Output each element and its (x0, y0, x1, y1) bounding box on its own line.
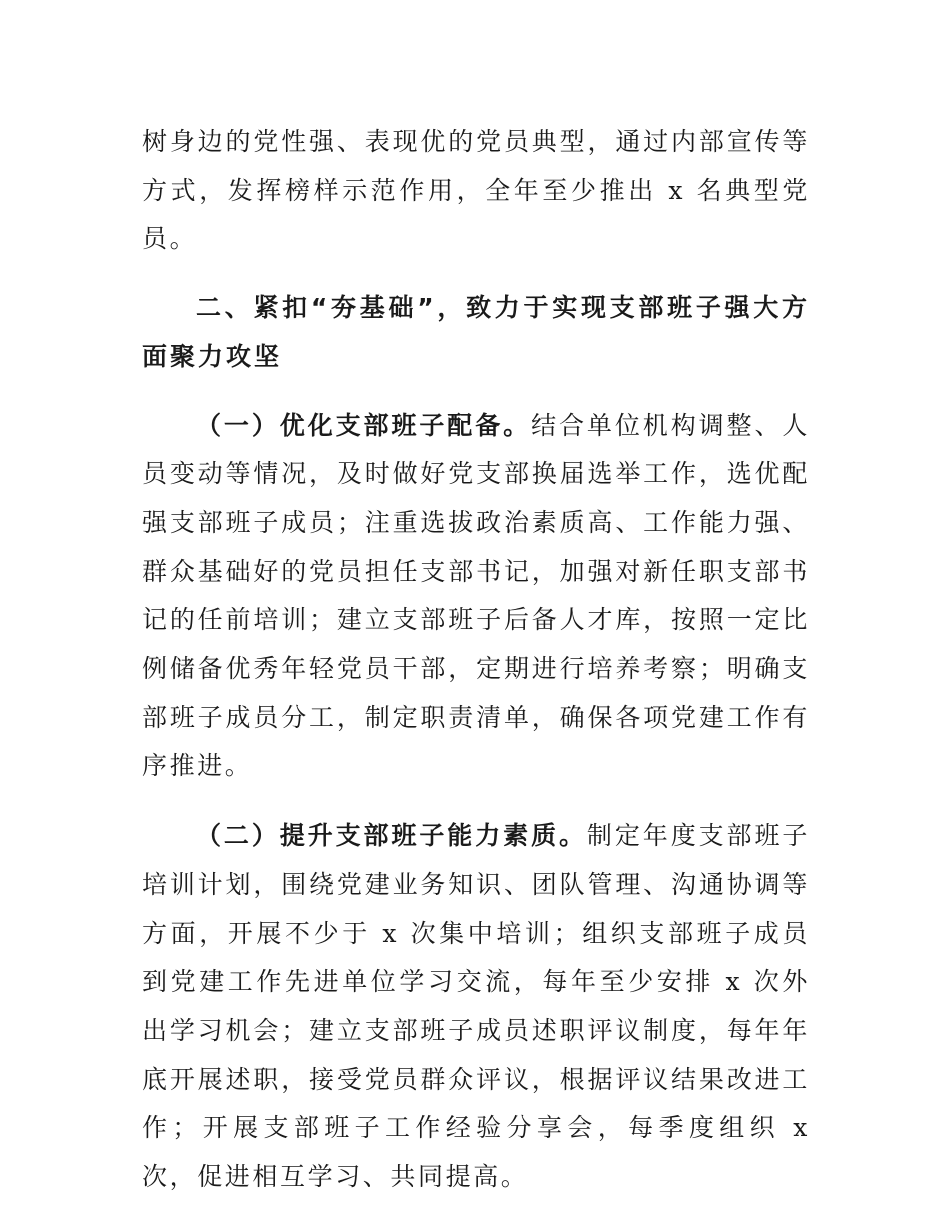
paragraph-continuation: 树身边的党性强、表现优的党员典型，通过内部宣传等方式，发挥榜样示范作用，全年至少推出 x 名典型党员。 (142, 127, 810, 254)
document-page (142, 118, 810, 1202)
paragraph-body: 制定年度支部班子培训计划，围绕党建业务知识、团队管理、沟通协调等方面，开展不少于 x 次集中培训；组织支部班子成员到党建工作先进单位学习交流，每年至少安排 x 次外出学习机会；建立支部班子成员述职评议制度，每年年底开展述职，接受党员群众评议，根据评议结果改进工作；开展支部班子工作经验分享会，每季度组织 x 次，促进相互学习、共同提高。 (142, 821, 810, 1192)
paragraph-optimize-branch-team (142, 402, 810, 792)
paragraph-improve-team-capability (142, 812, 810, 1202)
subheading-optimize-branch-team: （一）优化支部班子配备。 (196, 410, 532, 440)
paragraph-body: 结合单位机构调整、人员变动等情况，及时做好党支部换届选举工作，选优配强支部班子成员；注重选拔政治素质高、工作能力强、群众基础好的党员担任支部书记，加强对新任职支部书记的任前培训；建立支部班子后备人才库，按照一定比例储备优秀年轻党员干部，定期进行培养考察；明确支部班子成员分工，制定职责清单，确保各项党建工作有序推进。 (142, 410, 810, 781)
section-heading: 二、紧扣“夯基础”，致力于实现支部班子强大方面聚力攻坚 (142, 293, 810, 371)
subheading-improve-team-capability: （二）提升支部班子能力素质。 (196, 821, 587, 851)
